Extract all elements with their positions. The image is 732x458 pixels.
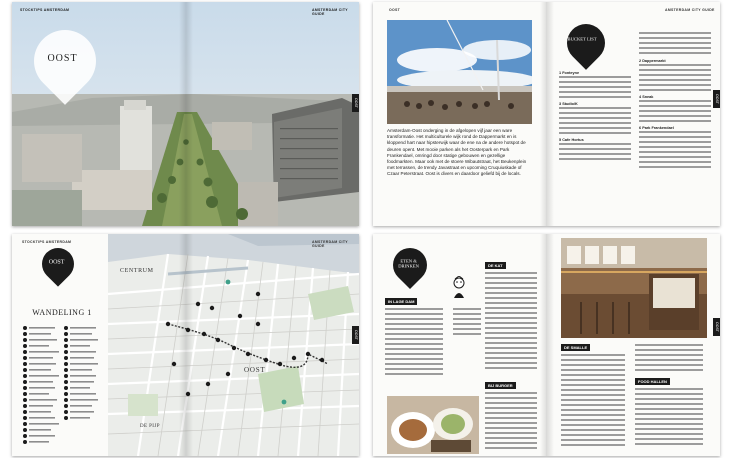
map-label-oost: OOST (244, 366, 266, 374)
food-photo (387, 396, 479, 454)
bucket-list-right (639, 32, 711, 171)
chef-illustration (451, 276, 467, 300)
venue-heading: BIJ BURGER (485, 382, 516, 389)
restaurant-interior-photo (561, 238, 707, 338)
list-item: 2 Dappermarkt (639, 59, 666, 63)
venue-text (635, 388, 703, 448)
venue-text (561, 354, 625, 449)
eten-drinken-pin (386, 241, 434, 289)
running-head-left: STOCKTIPS AMSTERDAM (20, 8, 70, 12)
item-body (559, 143, 631, 160)
venue-heading: IN LAGE DAM (385, 298, 417, 305)
running-head-right: AMSTERDAM CITY GUIDE (665, 8, 715, 12)
venue-heading: DE SMALLE (561, 344, 590, 351)
venue-text (385, 308, 443, 378)
venue-text (453, 308, 481, 338)
left-page (373, 234, 546, 456)
map-label-de-pijp: DE PIJP (140, 424, 160, 429)
item-body (559, 76, 631, 98)
bucket-list-pin (559, 16, 613, 70)
pin-label: ETEN & DRINKEN (398, 258, 419, 269)
section-tab: OOST (352, 326, 359, 344)
spread-oost-intro (12, 2, 359, 226)
item-body (559, 107, 631, 134)
route-legend (22, 324, 104, 453)
pin-label: OOST (48, 259, 65, 266)
venue-heading: FOOD HALLEN (635, 378, 670, 385)
running-head-left: STOCKTIPS AMSTERDAM (22, 240, 72, 244)
running-head-right: AMSTERDAM CITY GUIDE (312, 8, 348, 16)
spread-oost-bucket-list (373, 2, 720, 226)
list-item: 6 Park Frankendael (639, 126, 674, 130)
item-body (639, 100, 711, 122)
spread-wandeling-map (12, 234, 359, 456)
item-body (639, 131, 711, 168)
list-item: 3 Studio/K (559, 102, 578, 106)
venue-text (485, 272, 537, 372)
list-item: 4 Sneak (639, 95, 654, 99)
running-head-right: AMSTERDAM CITY GUIDE (312, 240, 348, 248)
spread-eten-drinken (373, 234, 720, 456)
right-page (547, 2, 720, 226)
section-tab: OOST (713, 318, 720, 336)
venue-heading: DE KAT (485, 262, 506, 269)
right-page (547, 234, 720, 456)
running-head-left: OOST (389, 8, 401, 12)
pin-label: BUCKET LIST (567, 36, 597, 42)
left-page (373, 2, 546, 226)
walk-heading: WANDELING 1 (32, 308, 92, 317)
bucket-list-left (559, 70, 631, 163)
section-tab: OOST (713, 90, 720, 108)
list-item: 5 Cafe Hortus (559, 138, 584, 142)
list-item: 1 Fonteyne (559, 71, 580, 75)
map-label-centrum: CENTRUM (120, 268, 154, 274)
venue-text (635, 344, 703, 374)
venue-text (485, 392, 537, 452)
oost-location-pin (35, 241, 80, 286)
pin-label: OOST (47, 53, 78, 65)
item-body (639, 32, 711, 54)
rooftop-terrace-photo (387, 20, 532, 124)
intro-text: Amsterdam-Oost onderging in de afgelopen vijf jaar een ware transformatie. Het multiculturele wijk rond de Dappermarkt en is kloppend hart naar hipsterwijk waar de ene na de andere hotspot de deuren opent. Met mooie parken als het Oosterpark en Park Frankendael, omringd door statige gebouwen en gezellige foodmarkten. Maar ook met de stoere Wibautstraat, het Beukenplein met terrassen, de trendy Javastraat en upcoming Cruquiuskade of Czaar Peterstraat. Oost is divers en daardoor geliefd bij de locals. (387, 128, 527, 177)
section-tab: OOST (352, 94, 359, 112)
item-body (639, 64, 711, 91)
left-page (12, 234, 108, 456)
